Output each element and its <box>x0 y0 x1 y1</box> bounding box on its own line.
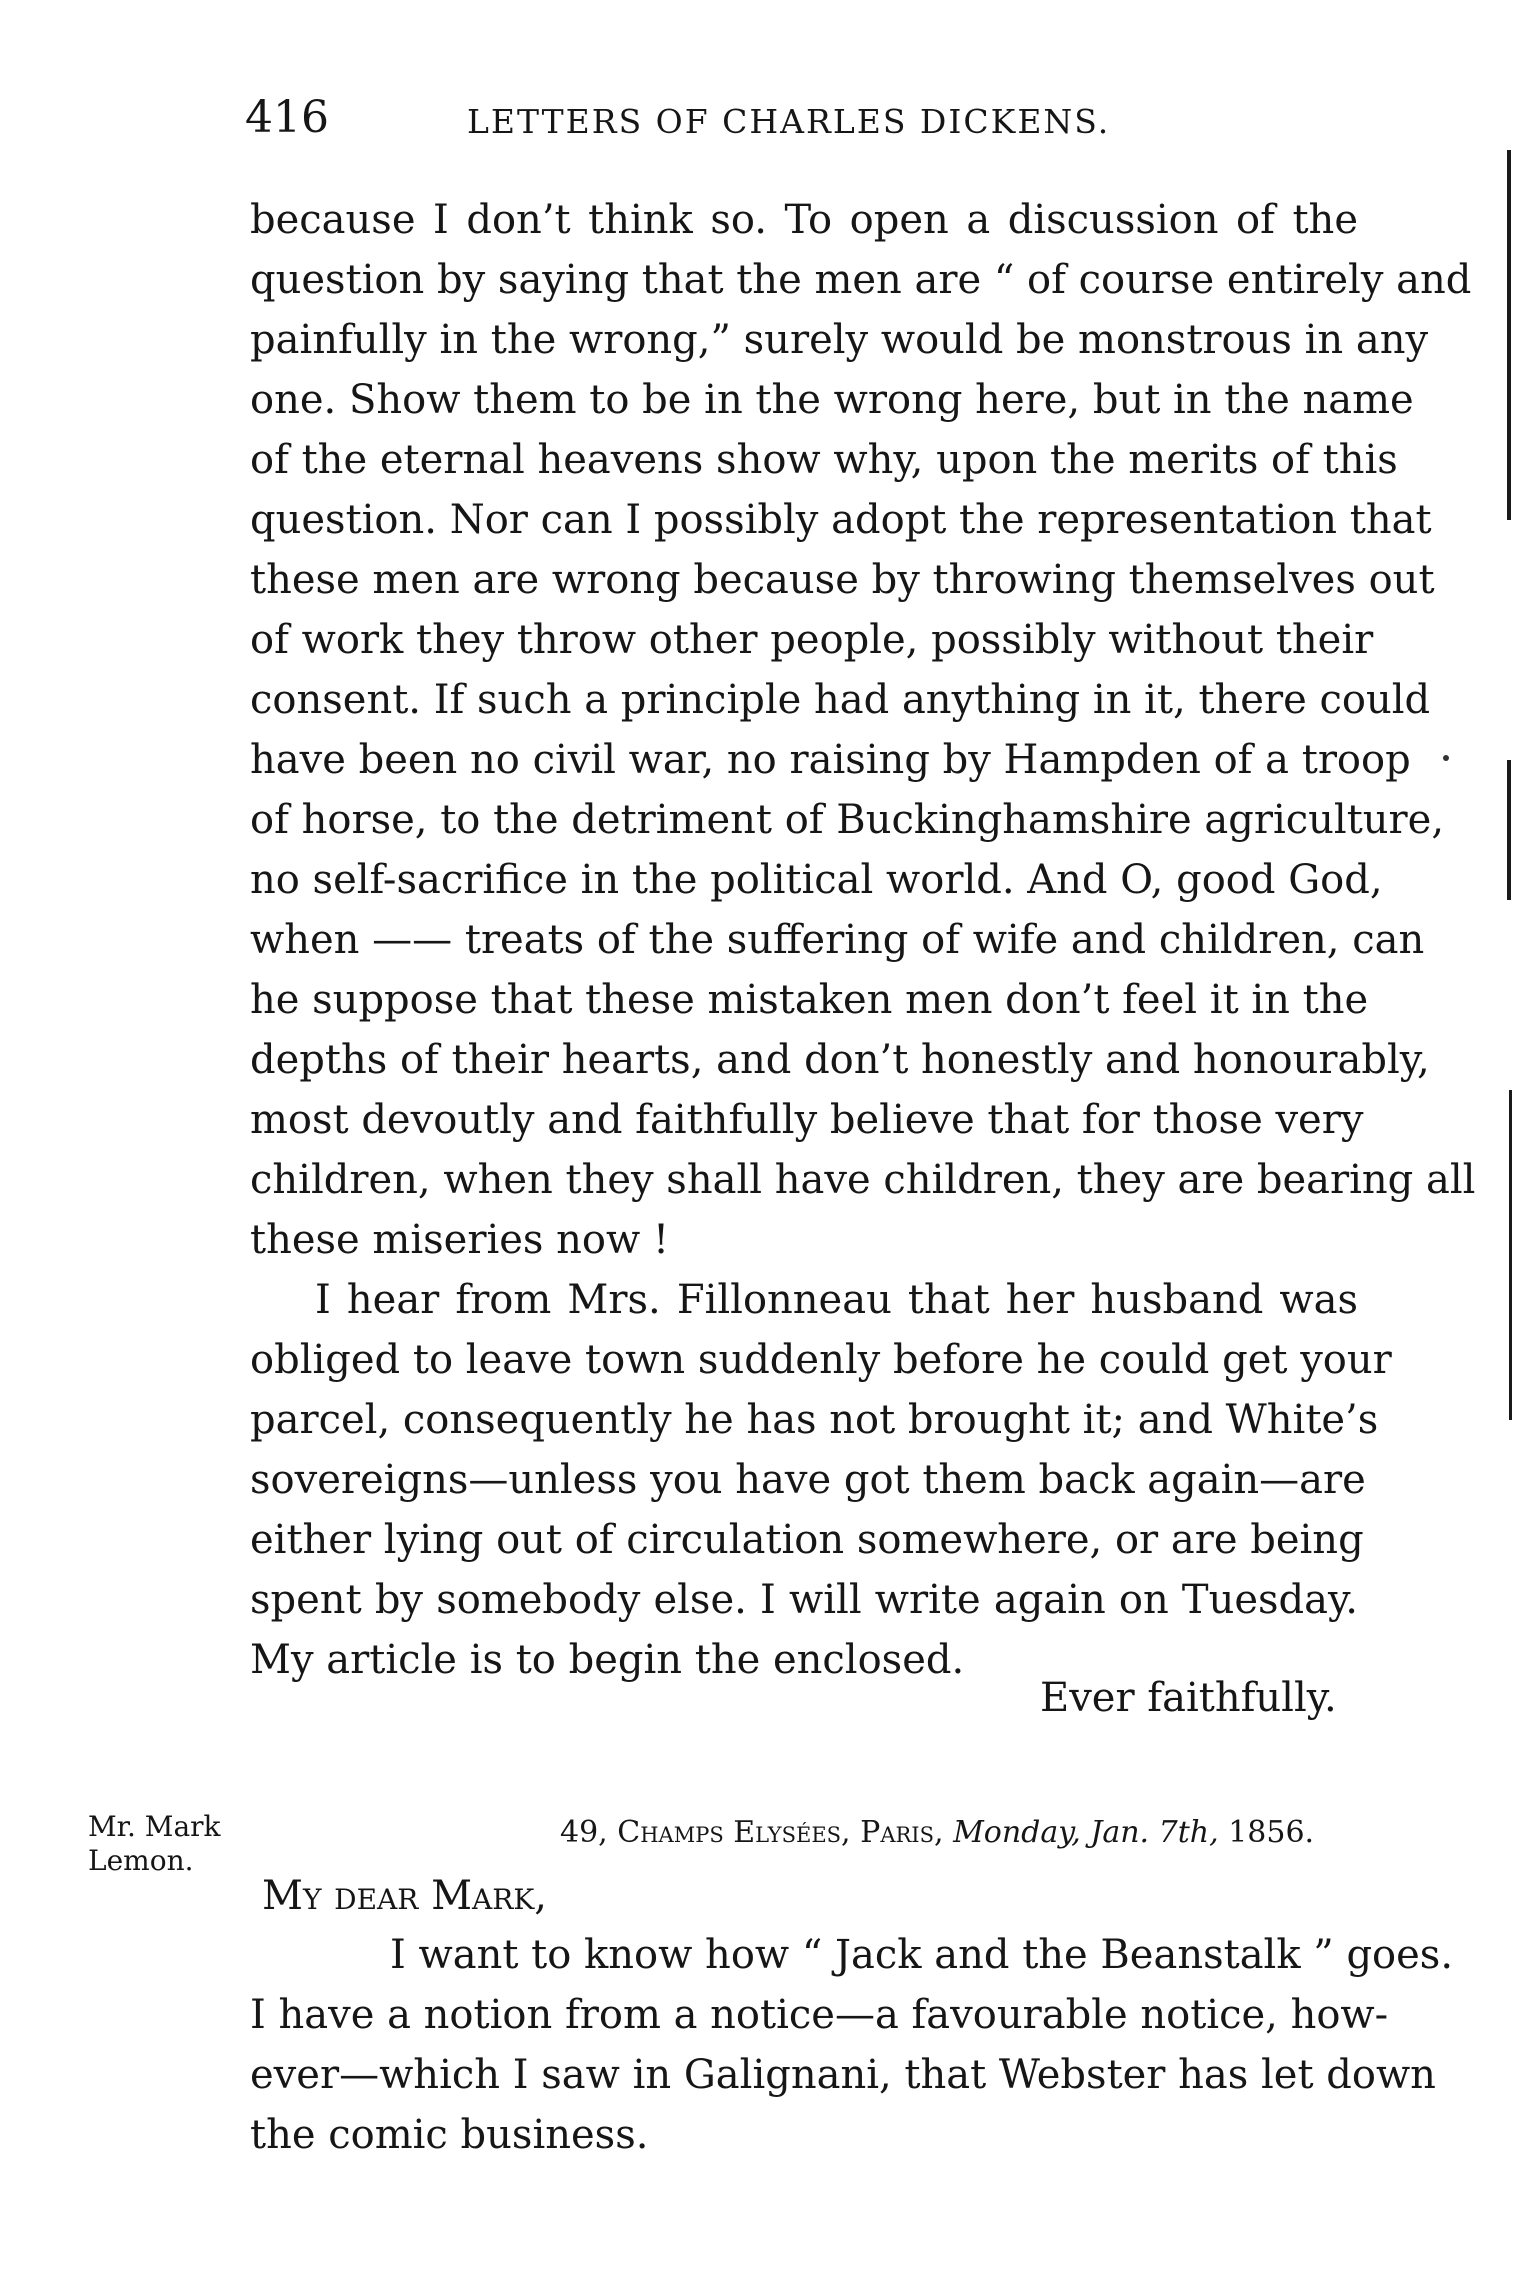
running-head: LETTERS OF CHARLES DICKENS. <box>467 102 1111 141</box>
scan-artifact-rule <box>1509 1090 1512 1420</box>
margin-note-line: Mr. Mark <box>88 1810 221 1843</box>
address-city: Paris, <box>860 1815 944 1850</box>
text-line: one. Show them to be in the wrong here, but in the name <box>250 377 1414 423</box>
margin-note <box>88 1810 221 1878</box>
page-number: 416 <box>245 92 329 143</box>
page-header <box>245 92 1360 152</box>
address-day: Monday, <box>953 1815 1081 1850</box>
address-number: 49, <box>560 1815 608 1850</box>
text-line: I hear from Mrs. Fillonneau that her husband was <box>315 1277 1358 1323</box>
margin-note-line: Lemon. <box>88 1844 194 1877</box>
text-line: these men are wrong because by throwing themselves out <box>250 557 1435 603</box>
text-line: no self-sacrifice in the political world. And O, good God, <box>250 857 1383 903</box>
text-line: I have a notion from a notice—a favourable notice, how- <box>250 1992 1389 2038</box>
letter2-body <box>250 1925 1454 2165</box>
text-line: he suppose that these mistaken men don’t feel it in the <box>250 977 1369 1023</box>
text-line: children, when they shall have children, they are bearing all <box>250 1157 1476 1203</box>
text-line: consent. If such a principle had anything in it, there could <box>250 677 1431 723</box>
letter-address <box>560 1815 1314 1850</box>
text-line: of horse, to the detriment of Buckinghamshire agriculture, <box>250 797 1445 843</box>
text-line: obliged to leave town suddenly before he could get your <box>250 1337 1392 1383</box>
text-line: spent by somebody else. I will write again on Tuesday. <box>250 1577 1358 1623</box>
scan-artifact-rule <box>1507 760 1511 900</box>
text-line: parcel, consequently he has not brought it; and White’s <box>250 1397 1379 1443</box>
text-line: My article is to begin the enclosed. <box>250 1637 965 1683</box>
scan-artifact-rule <box>1507 150 1511 520</box>
letter-body <box>250 190 1476 1690</box>
text-line: question. Nor can I possibly adopt the representation that <box>250 497 1432 543</box>
salutation: My dear Mark, <box>262 1873 547 1919</box>
scan-artifact-dot <box>1443 755 1449 761</box>
text-line: depths of their hearts, and don’t honestly and honourably, <box>250 1037 1430 1083</box>
text-line: of the eternal heavens show why, upon the merits of this <box>250 437 1398 483</box>
text-line: I want to know how “ Jack and the Beanstalk ” goes. <box>390 1932 1454 1978</box>
text-line: have been no civil war, no raising by Hampden of a troop <box>250 737 1411 783</box>
text-line: painfully in the wrong,” surely would be monstrous in any <box>250 317 1429 363</box>
address-year: 1856. <box>1228 1815 1315 1850</box>
text-line: ever—which I saw in Galignani, that Webster has let down <box>250 2052 1436 2098</box>
text-line: because I don’t think so. To open a discussion of the <box>250 197 1358 243</box>
closing-signoff: Ever faithfully. <box>1040 1675 1337 1721</box>
text-line: when —— treats of the suffering of wife and children, can <box>250 917 1425 963</box>
address-date: Jan. 7th, <box>1090 1815 1219 1850</box>
text-line: of work they throw other people, possibly without their <box>250 617 1374 663</box>
text-line: sovereigns—unless you have got them back again—are <box>250 1457 1366 1503</box>
address-street: Champs Elysées, <box>617 1815 851 1850</box>
text-line: either lying out of circulation somewhere, or are being <box>250 1517 1364 1563</box>
text-line: most devoutly and faithfully believe that for those very <box>250 1097 1364 1143</box>
text-line: question by saying that the men are “ of course entirely and <box>250 257 1472 303</box>
text-line: the comic business. <box>250 2112 649 2158</box>
text-line: these miseries now ! <box>250 1217 670 1263</box>
